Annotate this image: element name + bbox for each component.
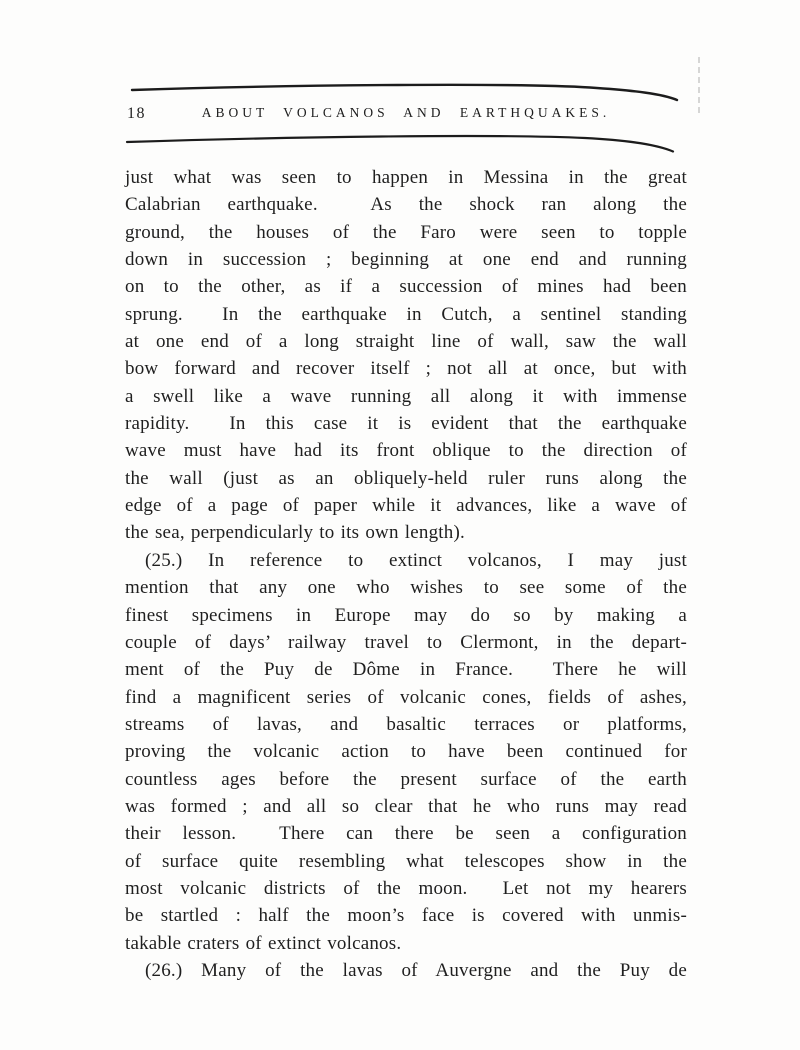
body-text bbox=[125, 164, 687, 984]
text-line: on to the other, as if a succession of mines had been bbox=[125, 276, 687, 298]
text-line: most volcanic districts of the moon. Let not my hearers bbox=[125, 877, 687, 899]
text-line: mention that any one who wishes to see some of the bbox=[125, 577, 687, 599]
text-line: of surface quite resembling what telescopes show in the bbox=[125, 850, 687, 872]
text-line: sprung. In the earthquake in Cutch, a sentinel standing bbox=[125, 303, 687, 325]
text-line: edge of a page of paper while it advances, like a wave of bbox=[125, 495, 687, 517]
text-line: proving the volcanic action to have been continued for bbox=[125, 741, 687, 763]
text-line: streams of lavas, and basaltic terraces or platforms, bbox=[125, 713, 687, 735]
text-line: ground, the houses of the Faro were seen to topple bbox=[125, 221, 687, 243]
text-line: takable craters of extinct volcanos. bbox=[125, 932, 402, 954]
text-line: Calabrian earthquake. As the shock ran along the bbox=[125, 194, 687, 216]
text-line: be startled : half the moon’s face is covered with unmis- bbox=[125, 905, 687, 927]
text-line: bow forward and recover itself ; not all at once, but with bbox=[125, 358, 687, 380]
text-line: rapidity. In this case it is evident that the earthquake bbox=[125, 413, 687, 435]
page-number: 18 bbox=[127, 105, 146, 122]
header-rules bbox=[0, 0, 800, 170]
text-line: at one end of a long straight line of wall, saw the wall bbox=[125, 331, 687, 353]
page-edge-mark bbox=[698, 57, 700, 113]
text-line: their lesson. There can there be seen a configuration bbox=[125, 823, 687, 845]
running-title: ABOUT VOLCANOS AND EARTHQUAKES. bbox=[201, 105, 611, 120]
text-line: just what was seen to happen in Messina in the great bbox=[125, 167, 687, 188]
header-rule-top bbox=[132, 85, 677, 100]
text-line: wave must have had its front oblique to the direction of bbox=[125, 440, 687, 462]
text-line: ment of the Puy de Dôme in France. There he will bbox=[125, 659, 687, 681]
text-line: couple of days’ railway travel to Clermont, in the depart- bbox=[125, 631, 687, 653]
text-line: find a magnificent series of volcanic cones, fields of ashes, bbox=[125, 686, 687, 708]
text-line: the wall (just as an obliquely-held ruler runs along the bbox=[125, 467, 687, 489]
header-rule-bottom bbox=[127, 136, 673, 151]
text-line: finest specimens in Europe may do so by making a bbox=[125, 604, 687, 626]
text-line: a swell like a wave running all along it with immense bbox=[125, 385, 687, 407]
text-line: (25.) In reference to extinct volcanos, I may just bbox=[145, 549, 687, 571]
text-line: countless ages before the present surface of the earth bbox=[125, 768, 687, 790]
text-line: was formed ; and all so clear that he who runs may read bbox=[125, 795, 687, 817]
text-line: down in succession ; beginning at one end and running bbox=[125, 249, 687, 271]
running-header bbox=[125, 103, 687, 125]
text-line: the sea, perpendicularly to its own length). bbox=[125, 522, 465, 544]
text-line: (26.) Many of the lavas of Auvergne and the Puy de bbox=[145, 959, 687, 981]
